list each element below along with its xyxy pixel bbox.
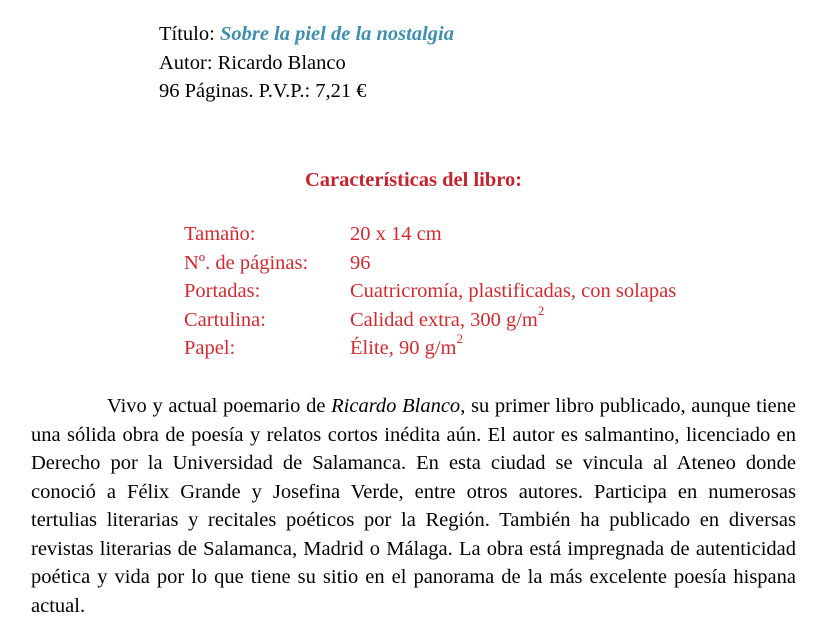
author-label: Autor:: [159, 51, 213, 74]
title-line: [159, 20, 454, 49]
spec-row-paper: [184, 331, 676, 363]
superscript: 2: [537, 302, 545, 318]
specs-table: [184, 220, 676, 363]
spec-row-pages: [184, 249, 676, 278]
author-name-italic: Ricardo Blanco: [331, 395, 461, 417]
author-line: [159, 49, 454, 78]
superscript: 2: [456, 331, 463, 347]
description-paragraph: Vivo y actual poemario de Ricardo Blanco, su primer libro publicado, aunque tiene una sólida obra de poesía y relatos cortos inédita aún. El autor es salmantino, licenciado en Derecho por la Universidad de Salamanca. En esta ciudad se vincula al Ateneo donde conoció a Félix Grande y Josefina Verde, entre otros autores. Participa en numerosas tertulias literarias y recitales poéticos por la Región. También ha publicado en diversas revistas literarias de Salamanca, Madrid o Málaga. La obra está impregnada de autenticidad poética y vida por lo que tiene su sitio en el panorama de la más excelente poesía hispana actual.: [31, 395, 796, 617]
book-header: [159, 20, 454, 106]
spec-label: Portadas:: [184, 280, 261, 302]
spec-label: Cartulina:: [184, 308, 266, 331]
spec-value: Élite, 90 $g/m^2$: [350, 331, 463, 359]
spec-label: Papel:: [184, 337, 236, 359]
author-name: Ricardo Blanco: [217, 51, 346, 74]
spec-value: Calidad extra, 300 $g/m^2$: [350, 302, 545, 331]
spec-label: Tamaño:: [184, 223, 256, 245]
spec-value: 96: [350, 251, 371, 274]
spec-value: Cuatricromía, plastificadas, con solapas: [350, 280, 677, 302]
spec-value: 20 x 14 cm: [350, 223, 442, 245]
spec-row-covers: [184, 277, 676, 306]
pages-price-line: 96 Páginas. P.V.P.: 7,21 €: [159, 80, 367, 102]
specs-heading: Características del libro:: [304, 169, 523, 191]
title-label: Título:: [159, 23, 215, 45]
spec-label: Nº. de páginas:: [184, 251, 309, 274]
book-title: Sobre la piel de la nostalgia: [219, 23, 454, 45]
spec-row-size: [184, 220, 676, 249]
spec-row-cardstock: [184, 302, 676, 335]
